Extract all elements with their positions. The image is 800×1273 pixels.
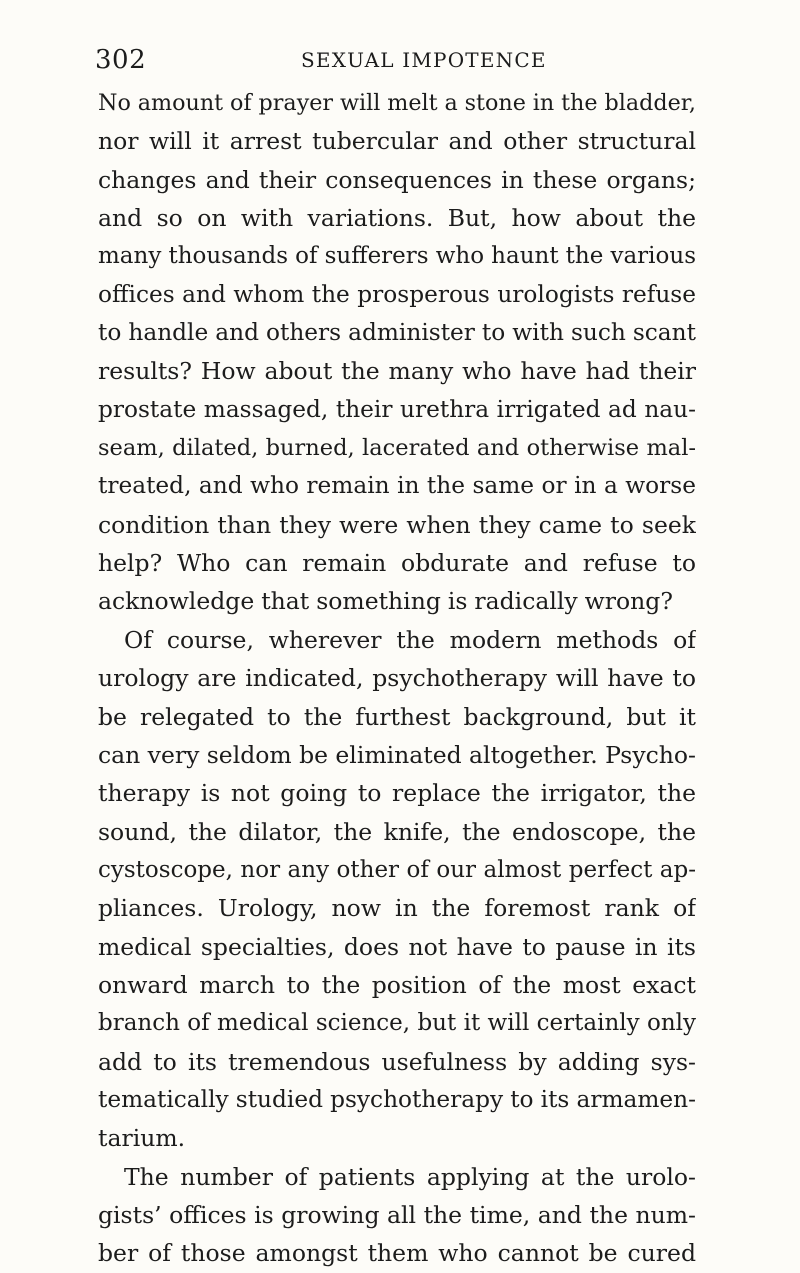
text-line: add to its tremendous usefulness by adding sys-: [98, 1047, 696, 1076]
text-line: can very seldom be eliminated altogether. Psycho-: [98, 740, 696, 769]
text-line: cystoscope, nor any other of our almost perfect ap-: [98, 856, 696, 883]
text-line: tarium.: [98, 1124, 186, 1153]
text-line: prostate massaged, their urethra irrigated ad nau-: [98, 395, 696, 423]
text-line: No amount of prayer will melt a stone in the bladder,: [98, 90, 696, 116]
text-line: to handle and others administer to with such scant: [98, 319, 696, 347]
text-line: acknowledge that something is radically wrong?: [98, 587, 673, 616]
text-line: Of course, wherever the modern methods of: [124, 625, 696, 654]
text-line: sound, the dilator, the knife, the endoscope, the: [98, 817, 696, 846]
text-line: be relegated to the furthest background, but it: [98, 702, 696, 731]
text-line: nor will it arrest tubercular and other structural: [98, 127, 696, 156]
text-line: The number of patients applying at the urolo-: [124, 1162, 696, 1191]
page-number: 302: [95, 45, 147, 75]
text-line: changes and their consequences in these organs;: [98, 165, 696, 194]
running-head: [95, 40, 700, 80]
text-line: results? How about the many who have had their: [98, 357, 696, 386]
text-line: therapy is not going to replace the irrigator, the: [98, 779, 696, 808]
text-line: pliances. Urology, now in the foremost rank of: [98, 894, 696, 923]
running-title: SEXUAL IMPOTENCE: [301, 48, 547, 72]
text-line: treated, and who remain in the same or in a worse: [98, 472, 696, 500]
text-line: offices and whom the prosperous urologists refuse: [98, 280, 696, 308]
text-line: seam, dilated, burned, lacerated and otherwise mal-: [98, 435, 696, 462]
text-line: onward march to the position of the most exact: [98, 970, 696, 999]
text-line: gists’ offices is growing all the time, and the num-: [98, 1200, 696, 1229]
text-line: condition than they were when they came to seek: [98, 510, 696, 539]
text-line: medical specialties, does not have to pause in its: [98, 932, 696, 961]
text-line: many thousands of sufferers who haunt the various: [98, 243, 696, 270]
text-line: branch of medical science, but it will certainly only: [98, 1010, 696, 1037]
text-line: urology are indicated, psychotherapy will have to: [98, 664, 696, 693]
text-line: tematically studied psychotherapy to its armamen-: [98, 1085, 696, 1113]
text-line: ber of those amongst them who cannot be cured: [98, 1239, 696, 1268]
text-line: and so on with variations. But, how about the: [98, 204, 696, 233]
text-line: help? Who can remain obdurate and refuse to: [98, 549, 696, 578]
body-text: [98, 84, 696, 1273]
